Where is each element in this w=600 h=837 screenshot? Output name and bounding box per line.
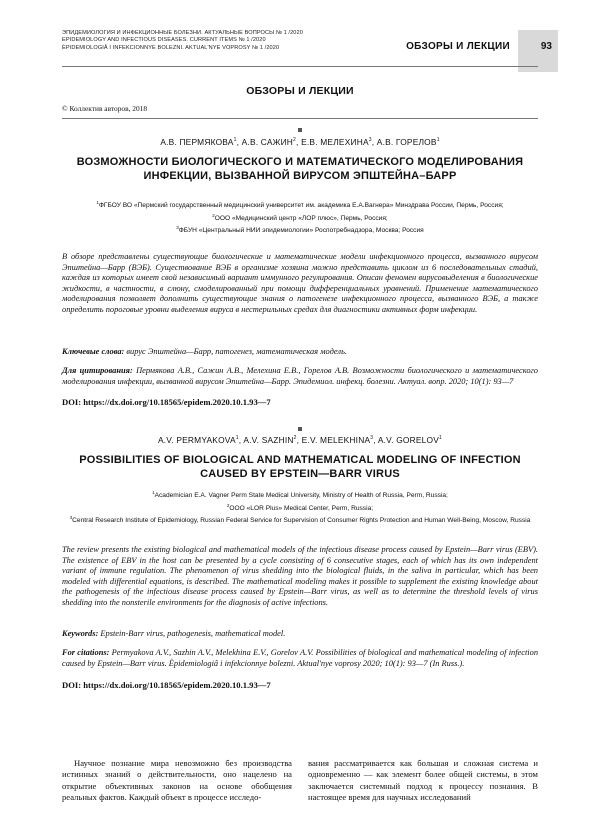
doi-ru[interactable]: DOI: https://dx.doi.org/10.18565/epidem.2020.10.1.93—7 [62, 397, 271, 407]
keywords-en: Keywords: Epstein-Barr virus, pathogenesis, mathematical model. [62, 629, 286, 638]
author: A.V. SAZHIN$^2$ [243, 435, 297, 445]
section-heading: ОБЗОРЫ И ЛЕКЦИИ [246, 85, 354, 97]
keywords-ru: Ключевые слова: вирус Эпштейна—Барр, патогенез, математическая модель. [62, 347, 347, 356]
author: E.V. MELEKHINA$^3$ [301, 435, 374, 445]
affiliation: $^1$ФГБОУ ВО «Пермский государственный медицинский университет им. академика Е.А.Вагнера» Минздрава России, Пермь, Россия; [96, 200, 504, 210]
citation-en: For citations: Permyakova A.V., Sazhin A.V., Melekhina E.V., Gorelov A.V. Possibilities of biological and mathematical modeling of infection caused by Epstein—Barr virus. Èpidemiologiâ i infekcionnye bolezni. Aktual'nye voprosy 2020; 10(1): 93—7 (In Russ.). [62, 648, 539, 668]
authors-en: A.V. PERMYAKOVA$^1$, A.V. SAZHIN$^2$, E.V. MELEKHINA$^3$, A.V. GORELOV$^1$ [157, 435, 443, 445]
affiliation: $^2$ООО «Медицинский центр «ЛОР плюс», Пермь, Россия; [212, 212, 388, 222]
body-text-column-2: вания рассматривается как большая и сложная система и одновременно — как элемент более общей системы, в этом заключается системный подход к процессу познания. В настоящее время для научных исследований [308, 758, 538, 803]
journal-line-ru: ЭПИДЕМИОЛОГИЯ И ИНФЕКЦИОННЫЕ БОЛЕЗНИ. АКТУАЛЬНЫЕ ВОПРОСЫ № 1 /2020 [62, 30, 303, 36]
affiliations-ru [62, 198, 538, 236]
author: А.В. ПЕРМЯКОВА$^1$ [160, 137, 237, 147]
section-divider [62, 118, 538, 119]
author: A.V. GORELOV$^1$ [377, 435, 443, 445]
running-header [62, 30, 552, 64]
journal-name-lines [62, 30, 303, 52]
section-marker-en [298, 427, 302, 431]
abstract-ru: В обзоре представлены существующие биологические и математические модели инфекционного процесса, вызванного вирусом Эпштейна—Барр (ВЭБ). Существование ВЭБ в организме хозяина можно представить циклом из 6 последовательных стадий, каждая из которых имеет свой независимый вариант иммунного регулирования. Описан феномен вирусовыделения в биологические жидкости, в частности, в слюну, смоделированный при помощи дифференциальных уравнений. Применение математического моделирования позволяет дополнить существующие знания о патогенезе инфекционного процесса, вызванного ВЭБ, а также определить пороговые уровни выделения вируса в нестерильных средах для диагностики активных форм инфекции. [62, 252, 538, 314]
affiliations-en [62, 488, 538, 526]
journal-line-en: EPIDEMIOLOGY AND INFECTIOUS DISEASES. CURRENT ITEMS № 1 /2020 [62, 37, 266, 44]
doi-en[interactable]: DOI: https://dx.doi.org/10.18565/epidem.2020.10.1.93—7 [62, 680, 271, 690]
abstract-en: The review presents the existing biological and mathematical models of the infectious disease process caused by Epstein—Barr virus (EBV). The existence of EBV in the host can be presented by a cycle consisting of 6 consecutive stages, each of which has its own independent variant of immune regulation. The phenomenon of virus shedding into the biological fluids, in the saliva in particular, which has been modeled with differential equations, is described. The mathematical modeling makes it possible to supplement the existing knowledge about the pathogenesis of the infectious disease process caused by Epstein—Barr virus, as well as to determine the threshold levels of virus shedding into the nonsterile environments for the diagnosis of active infections. [62, 545, 538, 607]
article-title-ru: ВОЗМОЖНОСТИ БИОЛОГИЧЕСКОГО И МАТЕМАТИЧЕСКОГО МОДЕЛИРОВАНИЯ ИНФЕКЦИИ, ВЫЗВАННОЙ ВИРУСОМ ЭПШТЕЙНА–БАРР [76, 156, 524, 182]
author: А.В. САЖИН$^2$ [241, 137, 297, 147]
header-divider [62, 66, 538, 67]
header-section-title: ОБЗОРЫ И ЛЕКЦИИ [406, 41, 510, 52]
journal-line-translit: ÈPIDEMIOLOGIÂ I INFEKCIONNYE BOLEZNI. AKTUAL'NYE VOPROSY № 1 /2020 [62, 44, 280, 51]
citation-ru: Для цитирования: Пермякова А.В., Сажин А.В., Мелехина Е.В., Горелов А.В. Возможности биологического и математического моделирования инфекции, вызванной вирусом Эпштейна—Барр. Эпидемиол. инфекц. болезни. Актуал. вопр. 2020; 10(1): 93—7 [62, 366, 538, 386]
affiliation: $^2$OOO «LOR Plus» Medical Center, Perm, Russia; [226, 502, 374, 512]
affiliation: $^3$Central Research Institute of Epidemiology, Russian Federal Service for Supervision of Consumer Rights Protection and Human Well-Being, Moscow, Russia [69, 515, 531, 525]
article-title-en: POSSIBILITIES OF BIOLOGICAL AND MATHEMATICAL MODELING OF INFECTION CAUSED BY EPSTEIN—BARR VIRUS [79, 454, 521, 480]
page-number: 93 [540, 41, 552, 52]
author: А.В. ГОРЕЛОВ$^1$ [376, 137, 440, 147]
affiliation: $^1$Academician E.A. Vagner Perm State Medical University, Ministry of Health of Russia, Perm, Russia; [152, 490, 448, 500]
author: Е.В. МЕЛЕХИНА$^3$ [301, 137, 372, 147]
copyright-notice: © Коллектив авторов, 2018 [62, 104, 148, 113]
section-marker-ru [298, 128, 302, 132]
body-text-column-1: Научное познание мира невозможно без производства истинных знаний о действительности, оно нацелено на открытие объективных законов на основе обобщения реальных фактов. Каждый объект в процессе исследо- [62, 758, 292, 803]
author: A.V. PERMYAKOVA$^1$ [157, 435, 239, 445]
affiliation: $^3$ФБУН «Центральный НИИ эпидемиологии» Роспотребнадзора, Москва; Россия [176, 225, 424, 235]
authors-ru: А.В. ПЕРМЯКОВА$^1$, А.В. САЖИН$^2$, Е.В. МЕЛЕХИНА$^3$, А.В. ГОРЕЛОВ$^1$ [160, 137, 440, 147]
